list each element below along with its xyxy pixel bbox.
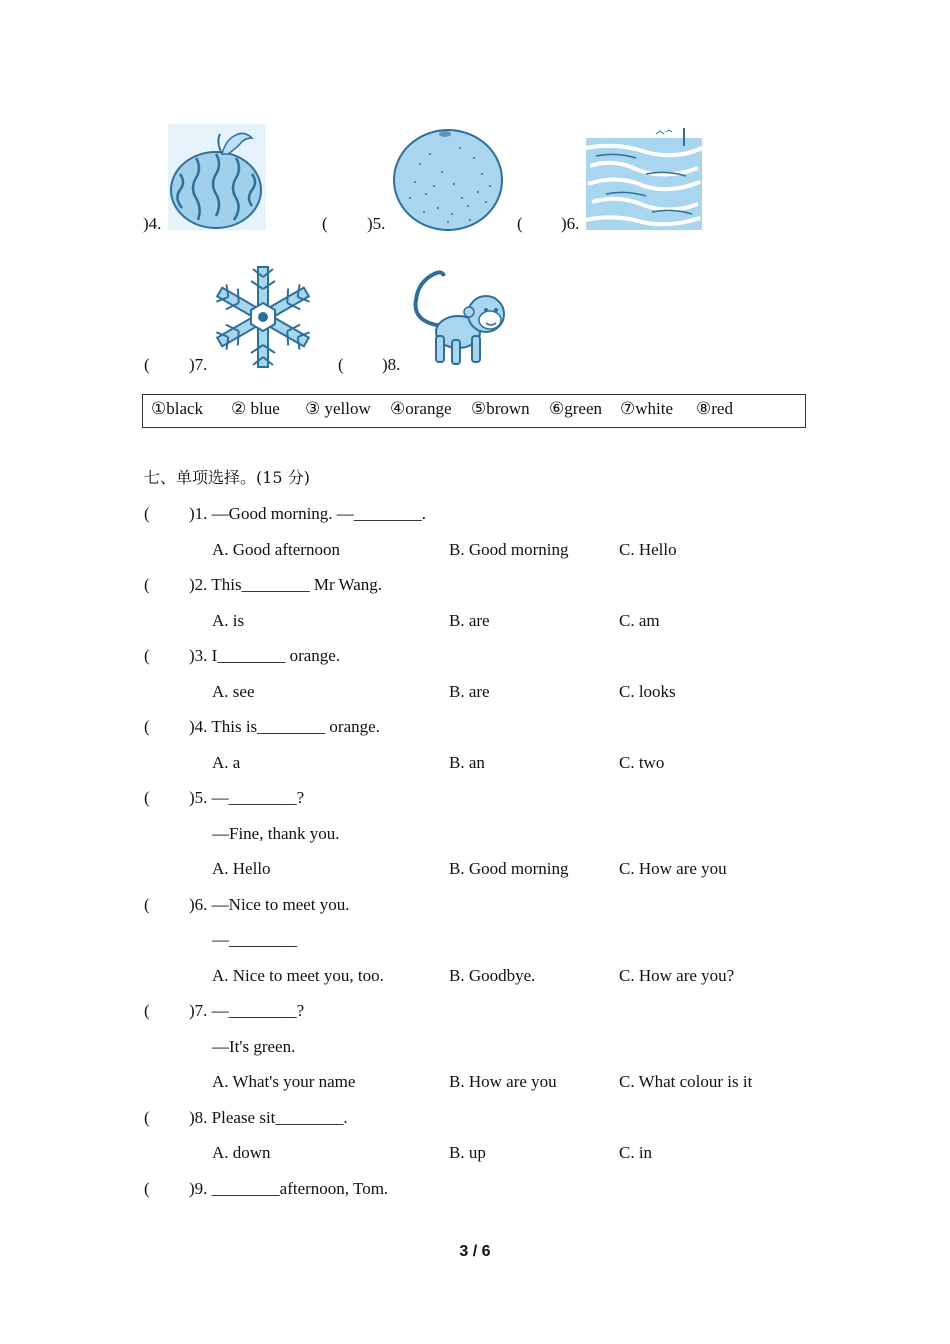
question-stem: )7. —________? [189,1001,305,1020]
q6-paren: ( [517,214,523,233]
colour-option: ② blue [231,399,280,418]
question-stem: )3. I________ orange. [189,646,341,665]
orange-icon [390,124,506,232]
option-a: A. What's your name [212,1072,356,1091]
answer-paren: ( [144,895,150,914]
answer-paren: ( [144,788,150,807]
page-number: 3 / 6 [459,1243,491,1260]
answer-paren: ( [144,504,150,523]
q4-number: )4. [143,214,162,233]
colour-option: ⑧red [696,399,733,418]
option-c: C. How are you [619,859,727,878]
monkey-icon [406,270,506,370]
question-reply: —It's green. [212,1037,296,1056]
colour-options-box [142,394,806,428]
section-title: 七、单项选择。(15 分) [144,468,310,487]
colour-option: ⑥green [549,399,602,418]
question-stem: )8. Please sit________. [189,1108,348,1127]
option-c: C. What colour is it [619,1072,753,1091]
q6-number: )6. [561,214,580,233]
option-c: C. How are you? [619,966,735,985]
q8-number: )8. [382,355,401,374]
question-stem: )9. ________afternoon, Tom. [189,1179,389,1198]
answer-paren: ( [144,717,150,736]
option-b: B. Goodbye. [449,966,536,985]
colour-option: ④orange [390,399,452,418]
option-b: B. Good morning [449,540,569,559]
question-reply: —________ [212,930,297,949]
question-reply: —Fine, thank you. [212,824,340,843]
option-b: B. Good morning [449,859,569,878]
option-a: A. is [212,611,245,630]
snowflake-icon [214,265,312,369]
option-c: C. two [619,753,665,772]
option-b: B. an [449,753,485,772]
option-b: B. up [449,1143,486,1162]
option-c: C. in [619,1143,653,1162]
option-a: A. Hello [212,859,271,878]
question-stem: )6. —Nice to meet you. [189,895,350,914]
colour-option: ⑦white [620,399,674,418]
option-b: B. are [449,611,490,630]
option-b: B. How are you [449,1072,557,1091]
question-stem: )2. This________ Mr Wang. [189,575,383,594]
option-a: A. Good afternoon [212,540,340,559]
answer-paren: ( [144,1108,150,1127]
q5-paren: ( [322,214,328,233]
option-c: C. Hello [619,540,677,559]
option-a: A. down [212,1143,271,1162]
option-a: A. see [212,682,255,701]
colour-option: ①black [151,399,204,418]
question-stem: )5. —________? [189,788,305,807]
answer-paren: ( [144,646,150,665]
river-icon [586,126,706,232]
answer-paren: ( [144,575,150,594]
answer-paren: ( [144,1179,150,1198]
watermelon-icon [168,124,266,230]
colour-option: ⑤brown [471,399,530,418]
q5-number: )5. [367,214,386,233]
option-c: C. am [619,611,660,630]
q8-paren: ( [338,355,344,374]
question-stem: )4. This is________ orange. [189,717,380,736]
question-stem: )1. —Good morning. —________. [189,504,427,523]
answer-paren: ( [144,1001,150,1020]
q7-number: )7. [189,355,208,374]
q7-paren: ( [144,355,150,374]
option-b: B. are [449,682,490,701]
option-c: C. looks [619,682,676,701]
colour-option: ③ yellow [305,399,371,418]
option-a: A. a [212,753,241,772]
option-a: A. Nice to meet you, too. [212,966,384,985]
